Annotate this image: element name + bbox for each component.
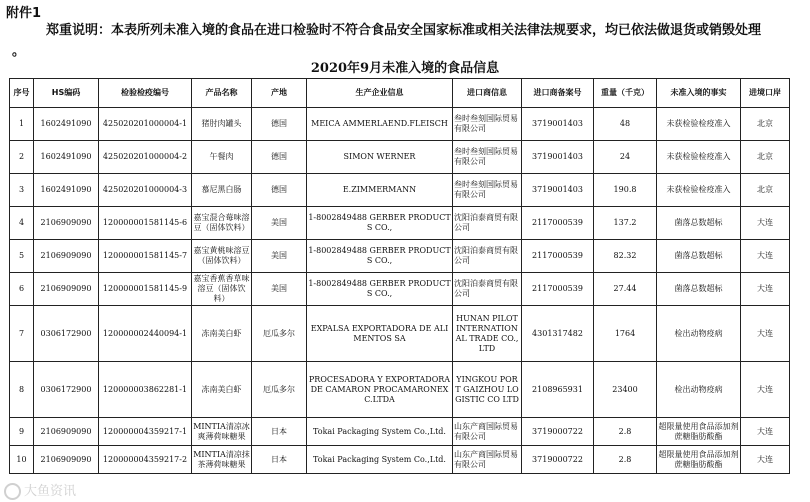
row-product: 嘉宝黄桃味溶豆（固体饮料） bbox=[192, 240, 252, 273]
table-row bbox=[10, 108, 790, 141]
row-origin: 德国 bbox=[252, 141, 307, 174]
row-cert-no: 120000001581145-9 bbox=[99, 273, 192, 306]
watermark-text: 大鱼资讯 bbox=[24, 484, 77, 499]
row-importer: 叁时叁刻国际贸易有限公司 bbox=[453, 174, 522, 207]
row-maker: 1-8002849488 GERBER PRODUCTS CO., bbox=[307, 207, 453, 240]
row-importer: 沈阳泊泰商贸有限公司 bbox=[453, 273, 522, 306]
row-fact: 未获检验检疫准入 bbox=[657, 108, 741, 141]
row-importer: HUNAN PILOT INTERNATIONAL TRADE CO.,LTD bbox=[453, 306, 522, 362]
row-importer: 沈阳泊泰商贸有限公司 bbox=[453, 240, 522, 273]
row-fact: 超限量使用食品添加剂蔗糖脂肪酸酯 bbox=[657, 446, 741, 474]
row-cert-no: 425020201000004-2 bbox=[99, 141, 192, 174]
row-origin: 日本 bbox=[252, 418, 307, 446]
row-port: 北京 bbox=[741, 108, 790, 141]
row-fact: 检出动物疫病 bbox=[657, 362, 741, 418]
watermark-logo-icon bbox=[4, 483, 21, 500]
row-record-no: 2117000539 bbox=[522, 273, 594, 306]
row-maker: SIMON WERNER bbox=[307, 141, 453, 174]
row-record-no: 2108965931 bbox=[522, 362, 594, 418]
row-origin: 美国 bbox=[252, 207, 307, 240]
row-cert-no: 120000004359217-2 bbox=[99, 446, 192, 474]
row-port: 大连 bbox=[741, 207, 790, 240]
header-cert-no: 检验检疫编号 bbox=[99, 79, 192, 108]
row-maker: Tokai Packaging System Co.,Ltd. bbox=[307, 418, 453, 446]
row-record-no: 3719000722 bbox=[522, 446, 594, 474]
row-weight: 2.8 bbox=[594, 418, 657, 446]
table-row bbox=[10, 240, 790, 273]
row-no: 4 bbox=[10, 207, 34, 240]
row-port: 大连 bbox=[741, 306, 790, 362]
row-port: 北京 bbox=[741, 174, 790, 207]
table-row bbox=[10, 273, 790, 306]
attachment-label: 附件1 bbox=[6, 6, 42, 21]
row-port: 大连 bbox=[741, 240, 790, 273]
row-weight: 82.32 bbox=[594, 240, 657, 273]
header-weight: 重量（千克） bbox=[594, 79, 657, 108]
row-hs-code: 1602491090 bbox=[34, 108, 99, 141]
row-maker: 1-8002849488 GERBER PRODUCTS CO., bbox=[307, 240, 453, 273]
row-origin: 日本 bbox=[252, 446, 307, 474]
row-importer: YINGKOU PORT GAIZHOU LOGISTIC CO LTD bbox=[453, 362, 522, 418]
header-port: 进境口岸 bbox=[741, 79, 790, 108]
row-fact: 未获检验检疫准入 bbox=[657, 174, 741, 207]
row-weight: 190.8 bbox=[594, 174, 657, 207]
row-weight: 1764 bbox=[594, 306, 657, 362]
row-hs-code: 2106909090 bbox=[34, 418, 99, 446]
row-no: 6 bbox=[10, 273, 34, 306]
row-hs-code: 2106909090 bbox=[34, 273, 99, 306]
row-hs-code: 2106909090 bbox=[34, 446, 99, 474]
row-product: MINTIA清凉冰爽薄荷味糖果 bbox=[192, 418, 252, 446]
row-hs-code: 0306172900 bbox=[34, 306, 99, 362]
row-weight: 23400 bbox=[594, 362, 657, 418]
notice-text: 郑重说明：本表所列未准入境的食品在进口检验时不符合食品安全国家标准或相关法律法规要求，均已依法做退货或销毁处理 bbox=[46, 23, 762, 38]
row-fact: 超限量使用食品添加剂蔗糖脂肪酸酯 bbox=[657, 418, 741, 446]
row-maker: E.ZIMMERMANN bbox=[307, 174, 453, 207]
row-no: 8 bbox=[10, 362, 34, 418]
row-no: 2 bbox=[10, 141, 34, 174]
row-no: 9 bbox=[10, 418, 34, 446]
row-hs-code: 0306172900 bbox=[34, 362, 99, 418]
notice-bullet: 。 bbox=[12, 44, 26, 59]
row-cert-no: 120000002440094-1 bbox=[99, 306, 192, 362]
row-product: 嘉宝香蕉香草味溶豆（固体饮料） bbox=[192, 273, 252, 306]
row-maker: 1-8002849488 GERBER PRODUCTS CO., bbox=[307, 273, 453, 306]
row-record-no: 4301317482 bbox=[522, 306, 594, 362]
row-product: 猪肘肉罐头 bbox=[192, 108, 252, 141]
row-fact: 菌落总数超标 bbox=[657, 273, 741, 306]
row-port: 大连 bbox=[741, 446, 790, 474]
table-row bbox=[10, 362, 790, 418]
row-origin: 厄瓜多尔 bbox=[252, 306, 307, 362]
header-row bbox=[10, 79, 790, 108]
row-origin: 厄瓜多尔 bbox=[252, 362, 307, 418]
row-no: 5 bbox=[10, 240, 34, 273]
row-port: 北京 bbox=[741, 141, 790, 174]
row-product: 嘉宝混合莓味溶豆（固体饮料） bbox=[192, 207, 252, 240]
row-maker: MEICA AMMERLAEND.FLEISCH bbox=[307, 108, 453, 141]
row-weight: 137.2 bbox=[594, 207, 657, 240]
row-record-no: 3719000722 bbox=[522, 418, 594, 446]
header-record-no: 进口商备案号 bbox=[522, 79, 594, 108]
row-weight: 48 bbox=[594, 108, 657, 141]
row-hs-code: 2106909090 bbox=[34, 240, 99, 273]
header-fact: 未准入境的事实 bbox=[657, 79, 741, 108]
row-no: 7 bbox=[10, 306, 34, 362]
header-no: 序号 bbox=[10, 79, 34, 108]
row-weight: 27.44 bbox=[594, 273, 657, 306]
header-hs-code: HS编码 bbox=[34, 79, 99, 108]
row-record-no: 3719001403 bbox=[522, 174, 594, 207]
row-port: 大连 bbox=[741, 273, 790, 306]
table-title: 2020年9月未准入境的食品信息 bbox=[310, 61, 500, 76]
row-no: 3 bbox=[10, 174, 34, 207]
table-row bbox=[10, 418, 790, 446]
row-origin: 美国 bbox=[252, 273, 307, 306]
row-cert-no: 120000001581145-6 bbox=[99, 207, 192, 240]
row-hs-code: 2106909090 bbox=[34, 207, 99, 240]
row-no: 1 bbox=[10, 108, 34, 141]
table-row bbox=[10, 174, 790, 207]
header-maker: 生产企业信息 bbox=[307, 79, 453, 108]
row-origin: 德国 bbox=[252, 174, 307, 207]
row-maker: Tokai Packaging System Co.,Ltd. bbox=[307, 446, 453, 474]
row-cert-no: 425020201000004-3 bbox=[99, 174, 192, 207]
row-fact: 菌落总数超标 bbox=[657, 207, 741, 240]
row-importer: 山东产商国际贸易有限公司 bbox=[453, 446, 522, 474]
row-no: 10 bbox=[10, 446, 34, 474]
row-product: 慕尼黑白肠 bbox=[192, 174, 252, 207]
row-record-no: 2117000539 bbox=[522, 207, 594, 240]
row-port: 大连 bbox=[741, 418, 790, 446]
row-origin: 美国 bbox=[252, 240, 307, 273]
row-product: 冻南美白虾 bbox=[192, 306, 252, 362]
row-fact: 检出动物疫病 bbox=[657, 306, 741, 362]
row-product: 午餐肉 bbox=[192, 141, 252, 174]
row-importer: 沈阳泊泰商贸有限公司 bbox=[453, 207, 522, 240]
header-origin: 产地 bbox=[252, 79, 307, 108]
row-importer: 叁时叁刻国际贸易有限公司 bbox=[453, 108, 522, 141]
row-cert-no: 120000001581145-7 bbox=[99, 240, 192, 273]
row-importer: 叁时叁刻国际贸易有限公司 bbox=[453, 141, 522, 174]
row-hs-code: 1602491090 bbox=[34, 141, 99, 174]
rejected-food-table bbox=[9, 78, 790, 474]
row-weight: 2.8 bbox=[594, 446, 657, 474]
row-cert-no: 120000003862281-1 bbox=[99, 362, 192, 418]
row-maker: PROCESADORA Y EXPORTADORA DE CAMARON PROCAMARONEX C.LTDA bbox=[307, 362, 453, 418]
row-port: 大连 bbox=[741, 362, 790, 418]
table-row bbox=[10, 141, 790, 174]
row-record-no: 2117000539 bbox=[522, 240, 594, 273]
row-importer: 山东产商国际贸易有限公司 bbox=[453, 418, 522, 446]
row-fact: 菌落总数超标 bbox=[657, 240, 741, 273]
row-record-no: 3719001403 bbox=[522, 141, 594, 174]
row-cert-no: 120000004359217-1 bbox=[99, 418, 192, 446]
row-origin: 德国 bbox=[252, 108, 307, 141]
row-record-no: 3719001403 bbox=[522, 108, 594, 141]
table-row bbox=[10, 306, 790, 362]
row-hs-code: 1602491090 bbox=[34, 174, 99, 207]
watermark bbox=[4, 480, 76, 500]
row-cert-no: 425020201000004-1 bbox=[99, 108, 192, 141]
row-maker: EXPALSA EXPORTADORA DE ALIMENTOS SA bbox=[307, 306, 453, 362]
table-row bbox=[10, 446, 790, 474]
row-product: MINTIA清凉抹茶薄荷味糖果 bbox=[192, 446, 252, 474]
header-product: 产品名称 bbox=[192, 79, 252, 108]
row-fact: 未获检验检疫准入 bbox=[657, 141, 741, 174]
row-product: 冻南美白虾 bbox=[192, 362, 252, 418]
table-row bbox=[10, 207, 790, 240]
header-importer: 进口商信息 bbox=[453, 79, 522, 108]
row-weight: 24 bbox=[594, 141, 657, 174]
